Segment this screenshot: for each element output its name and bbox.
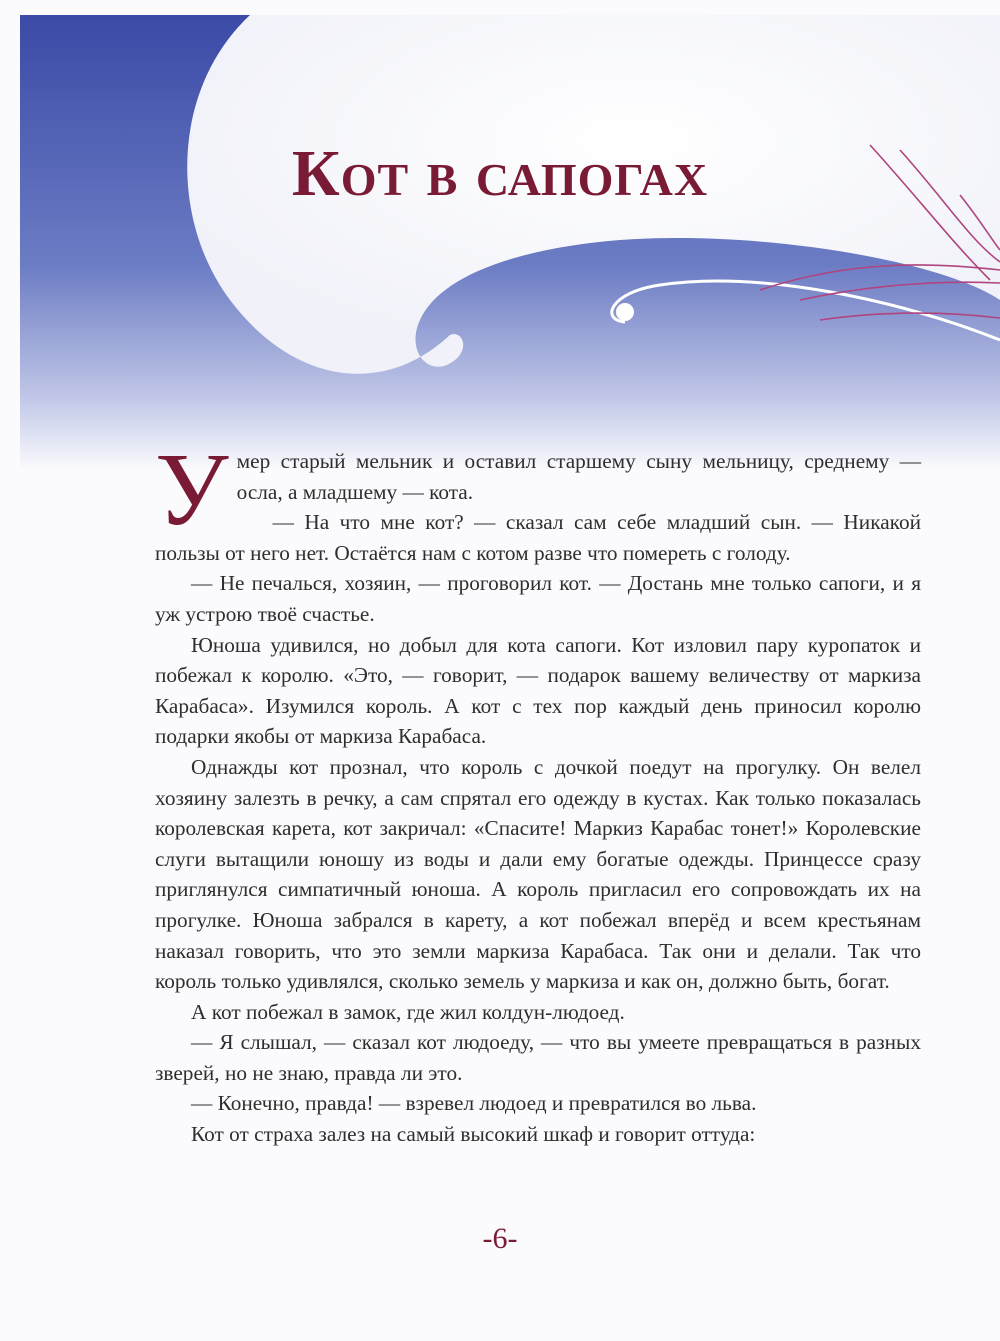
swirl-curl-dot bbox=[616, 303, 634, 321]
drop-cap: У bbox=[155, 432, 229, 547]
story-paragraph: Умер старый мельник и оставил старшему сыну мельницу, среднему — осла, а младшему — кота. bbox=[155, 432, 921, 547]
story-paragraph: — На что мне кот? — сказал сам себе младший сын. — Никакой пользы от него нет. Остаётся нам с котом разве что помереть с голоду. bbox=[155, 510, 921, 565]
story-paragraph: Кот от страха залез на самый высокий шкаф и говорит оттуда: bbox=[191, 1122, 756, 1147]
story-text bbox=[155, 432, 921, 1150]
page-number: -6- bbox=[482, 1222, 518, 1255]
header-illustration bbox=[0, 0, 1000, 470]
story-paragraph: Юноша удивился, но добыл для кота сапоги. Кот изловил пару куропаток и побежал к королю. «Это, — говорит, — подарок вашему величеству от маркиза Карабаса». Изумился король. А кот с тех пор каждый день приносил королю подарки якобы от маркиза Карабаса. bbox=[155, 632, 921, 749]
story-paragraph: — Я слышал, — сказал кот людоеду, — что вы умеете превращаться в разных зверей, но не знаю, правда ли это. bbox=[155, 1030, 921, 1085]
story-paragraph: Однажды кот прознал, что король с дочкой поедут на прогулку. Он велел хозяину залезть в речку, а сам спрятал его одежду в кустах. Как только показалась королевская карета, кот закричал: «Спасите! Маркиз Карабас тонет!» Королевские слуги вытащили юношу из воды и дали ему богатые одежды. Принцессе сразу приглянулся симпатичный юноша. А король пригласил его сопровождать их на прогулке. Юноша забрался в карету, а кот побежал вперёд и всем крестьянам наказал говорить, что это земли маркиза Карабаса. Так они и делали. Так что король только удивлялся, сколько земель у маркиза и как он, должно быть, богат. bbox=[155, 754, 921, 994]
story-title: Кот в сапогах bbox=[291, 137, 709, 210]
story-paragraph: — Не печалься, хозяин, — проговорил кот. — Достань мне только сапоги, и я уж устрою твоё счастье. bbox=[155, 571, 921, 626]
story-paragraph: — Конечно, правда! — взревел людоед и превратился во льва. bbox=[191, 1091, 757, 1116]
story-paragraph: А кот побежал в замок, где жил колдун-людоед. bbox=[191, 999, 625, 1024]
